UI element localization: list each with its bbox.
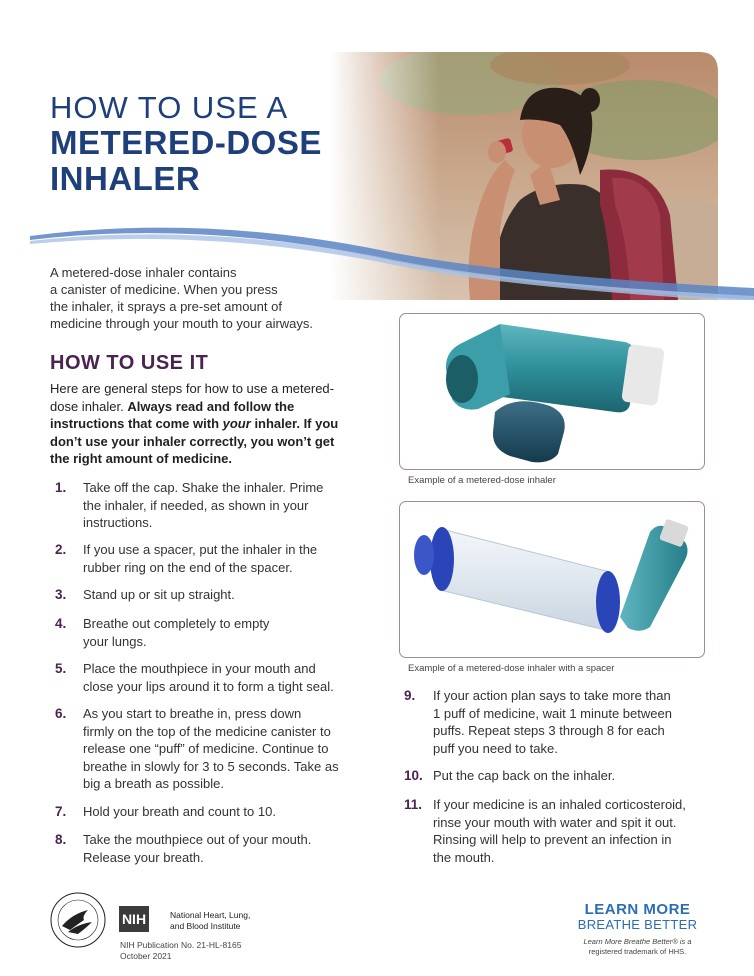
inhaler-illustration	[400, 314, 704, 469]
step-line: rinse your mouth with water and spit it out.	[433, 814, 677, 830]
lead-line-1: Here are general steps for how to use a metered-	[50, 381, 334, 396]
step-line: the mouth.	[433, 849, 495, 865]
step-line: your lungs.	[83, 633, 147, 649]
step-line: If your medicine is an inhaled corticosteroid,	[433, 797, 686, 812]
section-title: HOW TO USE IT	[50, 352, 209, 374]
step-number: 9.	[404, 688, 416, 703]
step-number: 11.	[404, 797, 423, 812]
step-line: breathe in slowly for 3 to 5 seconds. Take as	[83, 758, 339, 774]
step-line: release one “puff” of medicine. Continue to	[83, 741, 329, 756]
inhaler-photo	[399, 313, 705, 470]
publication-date: October 2021	[120, 951, 172, 961]
step-line: Breathe out completely to empty	[83, 616, 270, 631]
lead-line-4: don’t use your inhaler correctly, you won’t get	[50, 433, 335, 449]
step-line: puffs. Repeat steps 3 through 8 for each	[433, 723, 665, 738]
intro-line: a canister of medicine. When you press	[50, 282, 278, 297]
lead-line-5: the right amount of medicine.	[50, 451, 233, 466]
step-number: 7.	[55, 804, 67, 819]
step-text	[433, 796, 686, 866]
lmbb-trademark: Learn More Breathe Better® is a registered trademark of HHS.	[583, 937, 692, 956]
spacer-photo	[399, 501, 705, 658]
intro-paragraph	[50, 264, 350, 332]
step-line: 1 puff of medicine, wait 1 minute between	[433, 705, 672, 721]
step-text	[83, 479, 323, 532]
nih-institute-name: National Heart, Lung, and Blood Institute	[170, 910, 251, 931]
step-line: Place the mouthpiece in your mouth and	[83, 661, 316, 676]
step-text	[433, 687, 672, 757]
step-line: As you start to breathe in, press down	[83, 706, 302, 721]
step-line: Take off the cap. Shake the inhaler. Prime	[83, 480, 324, 495]
step-number: 3.	[55, 587, 67, 602]
lmbb-line-1: LEARN MORE	[584, 901, 691, 918]
step-text	[83, 705, 339, 793]
nih-logo: NIH	[119, 906, 149, 932]
step-number: 1.	[55, 480, 67, 495]
page-title	[50, 92, 322, 195]
title-line-1: HOW TO USE A	[50, 90, 289, 125]
step-line: firmly on the top of the medicine canister to	[83, 723, 331, 739]
step-line: Rinsing will help to prevent an infection in	[433, 832, 672, 847]
step-line: big a breath as possible.	[83, 776, 224, 791]
title-line-2: METERED-DOSE	[50, 124, 322, 161]
step-number: 5.	[55, 661, 67, 676]
hhs-seal-icon	[48, 890, 108, 950]
spacer-illustration	[400, 502, 704, 657]
section-lead	[50, 380, 360, 468]
step-line: Hold your breath and count to 10.	[83, 804, 276, 819]
learn-more-breathe-better-logo	[575, 902, 700, 957]
intro-line: the inhaler, it sprays a pre-set amount of	[50, 299, 282, 314]
step-line: close your lips around it to form a tight seal.	[83, 678, 334, 694]
intro-line: A metered-dose inhaler contains	[50, 265, 237, 280]
lead-line-3: instructions that come with your inhaler. If you	[50, 416, 339, 431]
publication-number: NIH Publication No. 21-HL-8165	[120, 940, 242, 950]
step-line: Release your breath.	[83, 849, 204, 865]
step-text	[433, 767, 615, 785]
step-line: If your action plan says to take more than	[433, 688, 671, 703]
step-text	[83, 541, 317, 576]
step-number: 2.	[55, 542, 67, 557]
step-line: Take the mouthpiece out of your mouth.	[83, 832, 312, 847]
step-number: 10.	[404, 768, 423, 783]
step-text	[83, 615, 269, 650]
lmbb-line-2: BREATHE BETTER	[577, 917, 698, 932]
step-text	[83, 586, 235, 604]
publication-info	[120, 940, 241, 962]
spacer-caption: Example of a metered-dose inhaler with a spacer	[408, 663, 615, 674]
step-text	[83, 831, 311, 866]
step-number: 4.	[55, 616, 67, 631]
step-line: the inhaler, if needed, as shown in your	[83, 497, 309, 513]
step-line: Put the cap back on the inhaler.	[433, 768, 616, 783]
step-line: Stand up or sit up straight.	[83, 587, 235, 602]
step-line: If you use a spacer, put the inhaler in the	[83, 542, 318, 557]
title-line-3: INHALER	[50, 160, 201, 197]
step-number: 6.	[55, 706, 67, 721]
inhaler-caption: Example of a metered-dose inhaler	[408, 475, 556, 486]
lead-line-2: dose inhaler. Always read and follow the	[50, 398, 295, 414]
step-number: 8.	[55, 832, 67, 847]
step-line: instructions.	[83, 515, 153, 530]
step-line: puff you need to take.	[433, 740, 558, 756]
step-text	[83, 803, 276, 821]
step-line: rubber ring on the end of the spacer.	[83, 559, 293, 575]
step-text	[83, 660, 334, 695]
intro-line: medicine through your mouth to your airways.	[50, 316, 314, 331]
